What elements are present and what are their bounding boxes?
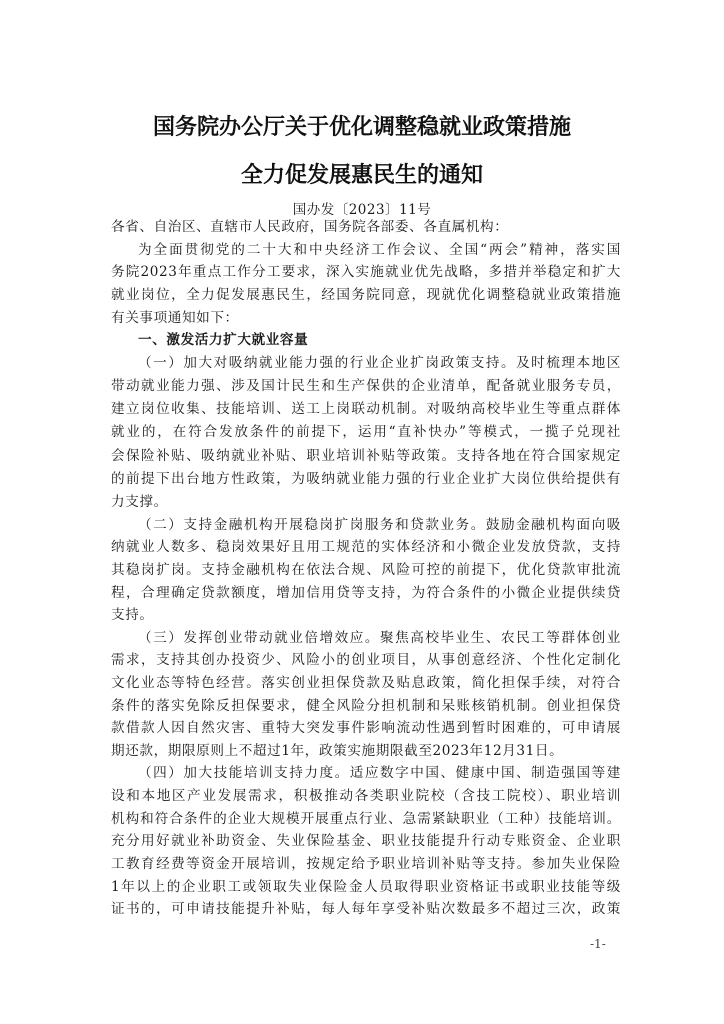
paragraph-line: 其稳岗扩岗。支持金融机构在依法合规、风险可控的前提下，优化贷款审批流 (111, 561, 621, 578)
paragraph-line: 工教育经费等资金开展培训，按规定给予职业培训补贴等支持。参加失业保险 (111, 856, 621, 873)
paragraph-line: 程，合理确定贷款额度，增加信用贷等支持，为符合条件的小微企业提供续贷 (111, 584, 621, 601)
paragraph-1 (111, 352, 621, 514)
document-title-line-1: 国务院办公厅关于优化调整稳就业政策措施 (152, 115, 571, 140)
paragraph-line: 纳就业人数多、稳岗效果好且用工规范的实体经济和小微企业发放贷款，支持 (111, 539, 621, 556)
paragraph-line: （二）支持金融机构开展稳岗扩岗服务和贷款业务。鼓励金融机构面向吸 (138, 516, 621, 533)
paragraph-line: 设和本地区产业发展需求，积极推动各类职业院校（含技工院校）、职业培训 (111, 788, 621, 804)
paragraph-line: 力支撑。 (111, 493, 168, 510)
paragraph-line: 证书的，可申请技能提升补贴，每人每年享受补贴次数最多不超过三次，政策 (111, 901, 621, 918)
paragraph-2 (111, 514, 621, 627)
paragraph-line: 就业的，在符合发放条件的前提下，运用“直补快办”等模式，一揽子兑现社 (111, 424, 621, 441)
paragraph-line: 建立岗位收集、技能培训、送工上岗联动机制。对吸纳高校毕业生等重点群体 (111, 401, 621, 418)
paragraph-line: 务院2023年重点工作分工要求，深入实施就业优先战略，多措并举稳定和扩大 (111, 264, 621, 281)
document-title-line-2: 全力促发展惠民生的通知 (240, 163, 483, 188)
intro-paragraph (111, 239, 621, 330)
paragraph-line: 的前提下出台地方性政策，为吸纳就业能力强的行业企业扩大岗位供给提供有 (111, 470, 621, 487)
paragraph-line: 为全面贯彻党的二十大和中央经济工作会议、全国“两会”精神，落实国 (138, 241, 621, 258)
paragraph-line: 需求，支持其创办投资少、风险小的创业项目，从事创意经济、个性化定制化 (111, 652, 621, 669)
document-number: 国办发〔2023〕11号 (292, 202, 432, 218)
paragraph-3 (111, 627, 621, 763)
paragraph-line: 就业岗位，全力促发展惠民生，经国务院同意，现就优化调整稳就业政策措施 (111, 287, 621, 304)
paragraph-line: 期还款，期限原则上不超过1年，政策实施期限截至2023年12月31日。 (111, 742, 564, 759)
document-body (111, 216, 621, 921)
paragraph-line: 1年以上的企业职工或领取失业保险金人员取得职业资格证书或职业技能等级 (111, 878, 621, 895)
paragraph-line: 机构和符合条件的企业大规模开展重点行业、急需紧缺职业（工种）技能培训。 (111, 810, 621, 827)
paragraph-line: 款借款人因自然灾害、重特大突发事件影响流动性遇到暂时困难的，可申请展 (111, 720, 621, 737)
paragraph-line: （三）发挥创业带动就业倍增效应。聚焦高校毕业生、农民工等群体创业 (138, 629, 621, 646)
paragraph-line: 支持。 (111, 607, 154, 624)
paragraph-4 (111, 762, 621, 921)
paragraph-line: 会保险补贴、吸纳就业补贴、职业培训补贴等政策。支持各地在符合国家规定 (111, 447, 621, 464)
paragraph-line: 条件的落实免除反担保要求，健全风险分担机制和呆账核销机制。创业担保贷 (111, 697, 621, 714)
paragraph-line: 带动就业能力强、涉及国计民生和生产保供的企业清单，配备就业服务专员， (111, 378, 621, 395)
paragraph-line: 文化业态等特色经营。落实创业担保贷款及贴息政策，简化担保手续，对符合 (111, 674, 621, 691)
paragraph-line: （四）加大技能培训支持力度。适应数字中国、健康中国、制造强国等建 (138, 765, 621, 782)
paragraph-line: 有关事项通知如下： (111, 309, 239, 326)
section-heading: 一、激发活力扩大就业容量 (138, 332, 309, 349)
paragraph-line: （一）加大对吸纳就业能力强的行业企业扩岗政策支持。及时梳理本地区 (138, 355, 621, 372)
addressee: 各省、自治区、直辖市人民政府，国务院各部委、各直属机构： (111, 219, 509, 235)
page-number: -1- (590, 937, 606, 951)
paragraph-line: 充分用好就业补助资金、失业保险基金、职业技能提升行动专账资金、企业职 (111, 833, 621, 850)
